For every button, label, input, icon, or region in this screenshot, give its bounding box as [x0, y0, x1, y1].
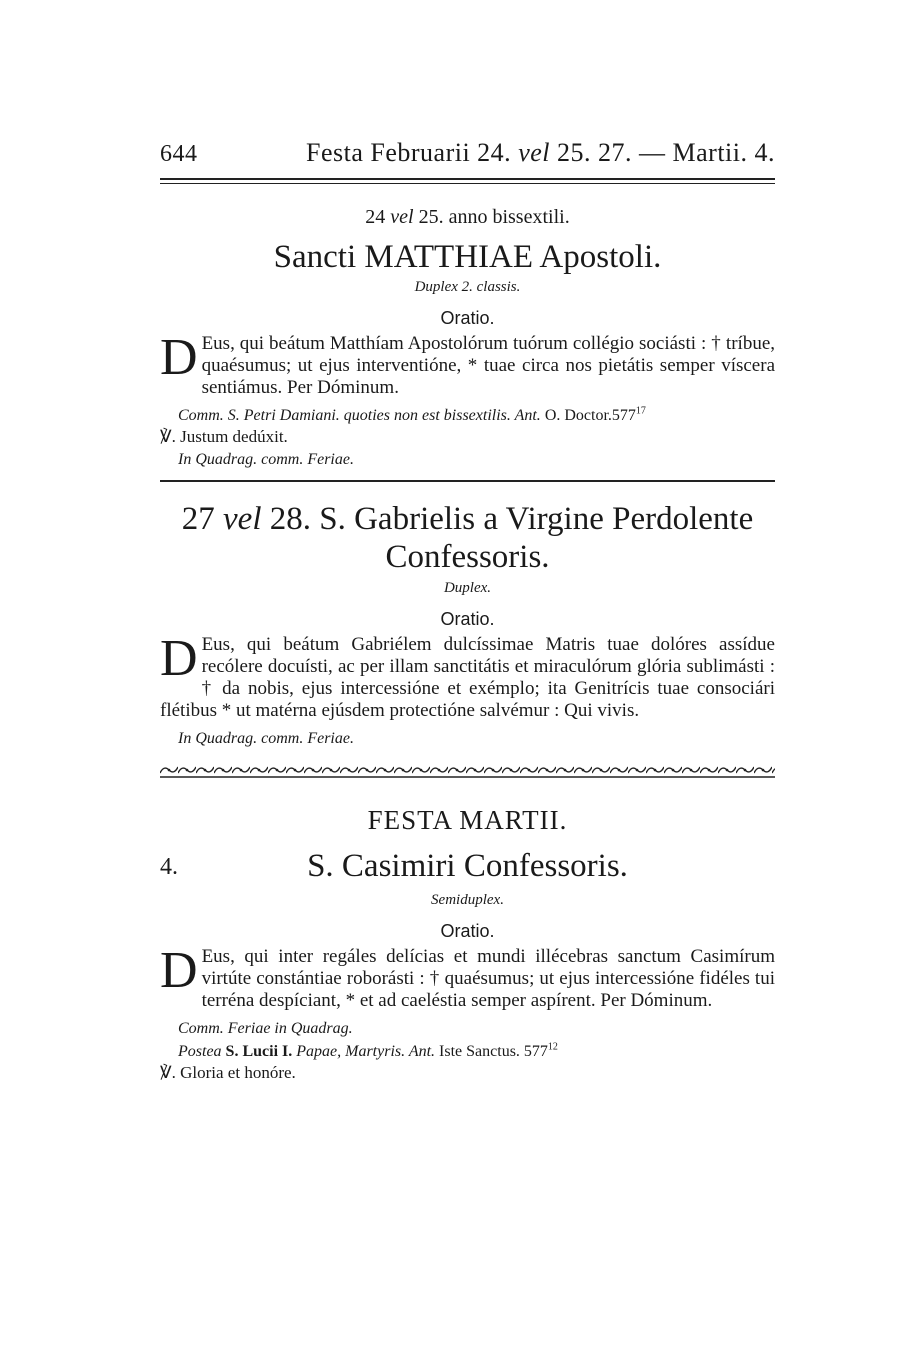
matthias-oratio-heading: Oratio. [440, 308, 495, 329]
postea-sup: 12 [547, 1041, 558, 1053]
ornament-svg [160, 765, 775, 779]
casimir-heading-row [160, 848, 775, 888]
gabriel-prayer [160, 630, 775, 722]
matthias-comm-sup: 17 [635, 405, 646, 417]
postea-lead: Postea [178, 1043, 222, 1061]
festa-martii-heading: FESTA MARTII. [367, 805, 568, 836]
postea-name: S. Lucii I. [225, 1043, 293, 1061]
casimir-rank: Semiduplex. [431, 892, 504, 909]
matthias-dropcap: D [160, 329, 198, 387]
casimir-dropcap: D [160, 942, 198, 1000]
running-title [306, 138, 775, 168]
casimir-commemoration [160, 1018, 775, 1039]
gabriel-prayer-text: Eus, qui beátum Gabriélem dulcíssimae Matris tuae dolóres assídue recólere docuísti, ac per illam sanctitátis et miraculórum glória sublimásti : † da nobis, ejus intercessióne et exémplo; ita Genitrícis tuae consociári flétibus * ut matérna ejúsdem protectióne salvémur : Qui vivis. [160, 634, 775, 722]
matthias-quadrag-text: In Quadrag. comm. Feriae. [178, 451, 354, 469]
section-rule [160, 480, 775, 482]
ornamental-border [160, 765, 775, 775]
gabriel-date-vel: vel [223, 501, 262, 538]
matthias-title: Sancti MATTHIAE Apostoli. [273, 239, 662, 275]
running-title-a: Festa Februarii 24. [306, 138, 512, 167]
gabriel-oratio-heading: Oratio. [440, 609, 495, 630]
casimir-versicle: ℣. Gloria et honóre. [160, 1063, 296, 1083]
matthias-date-b: 25. anno bissextili. [418, 206, 570, 228]
gabriel-title [160, 500, 775, 576]
casimir-postea [160, 1041, 775, 1062]
running-head [160, 138, 775, 168]
casimir-prayer-text: Eus, qui inter regáles delícias et mundi illécebras sanctum Casimírum virtúte constántiae roborásti : † quaésumus; ut ejus intercessióne fidéles tui terréna despíciant, * et ad caeléstia semper aspírent. Per Dóminum. [201, 946, 775, 1012]
gabriel-quadrag [160, 728, 775, 749]
casimir-title: S. Casimiri Confessoris. [307, 848, 628, 885]
postea-mid: Papae, Martyris. Ant. [296, 1043, 436, 1061]
matthias-prayer-text: Eus, qui beátum Matthíam Apostolórum tuórum collégio sociásti : † tríbue, quaésumus; ut ejus interventióne, * tuae circa nos pietátis semper víscera sentiámus. Per Dóminum. [201, 333, 775, 399]
matthias-comm-lead: Comm. S. Petri Damiani. quoties non est bissextilis. Ant. [178, 407, 541, 425]
casimir-oratio-heading: Oratio. [440, 921, 495, 942]
gabriel-dropcap: D [160, 630, 198, 688]
gabriel-date-a: 27 [181, 501, 215, 538]
gabriel-quadrag-text: In Quadrag. comm. Feriae. [178, 730, 354, 748]
casimir-day-number: 4. [160, 854, 178, 881]
matthias-rank: Duplex 2. classis. [414, 279, 521, 296]
matthias-date-line [160, 206, 775, 229]
matthias-quadrag [160, 449, 775, 470]
matthias-comm-ant: O. Doctor.577 [544, 407, 636, 425]
running-title-b: 25. 27. — Martii. 4. [557, 138, 775, 167]
postea-ant: Iste Sanctus. 577 [439, 1043, 548, 1061]
casimir-prayer [160, 942, 775, 1012]
matthias-commemoration [160, 405, 775, 426]
gabriel-title-b: Confessoris. [385, 539, 550, 576]
matthias-date-vel: vel [390, 206, 414, 228]
page-number: 644 [160, 141, 198, 167]
gabriel-rank: Duplex. [443, 580, 492, 597]
page [160, 138, 775, 1083]
gabriel-title-a: 28. S. Gabrielis a Virgine Perdolente [269, 501, 754, 538]
matthias-date-a: 24 [365, 206, 386, 228]
casimir-comm-text: Comm. Feriae in Quadrag. [178, 1020, 353, 1038]
matthias-versicle: ℣. Justum dedúxit. [160, 427, 288, 447]
running-title-vel: vel [518, 138, 550, 167]
header-double-rule [160, 178, 775, 184]
matthias-prayer [160, 329, 775, 399]
